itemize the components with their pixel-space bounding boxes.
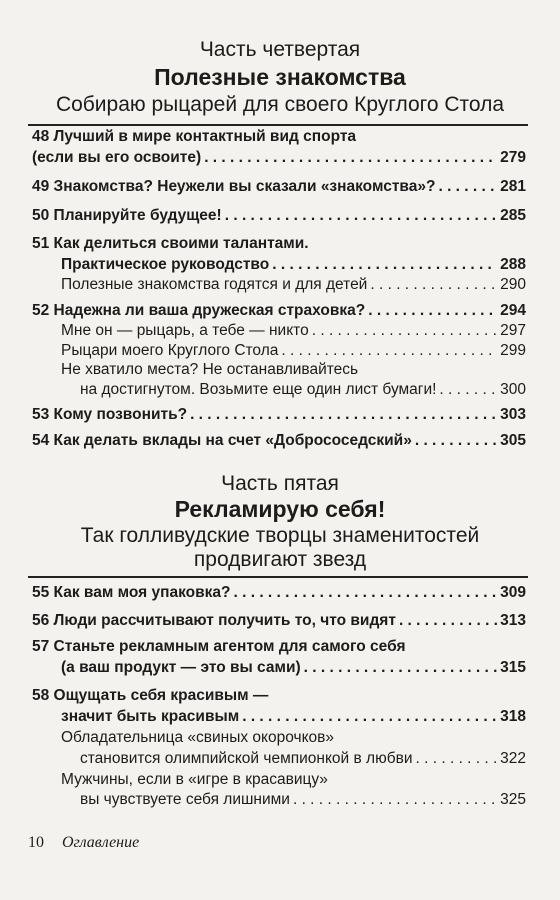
divider bbox=[28, 576, 528, 578]
leader-dots bbox=[370, 276, 497, 294]
toc-subentry-cont[interactable]: вы чувствуете себя лишними . . . 325 bbox=[32, 791, 526, 809]
part5-subtitle-line1: Так голливудские творцы знаменитостей bbox=[80, 524, 480, 547]
toc-subentry-cont[interactable]: становится олимпийской чемпионкой в любви . . . 322 bbox=[32, 750, 526, 768]
leader-dots bbox=[399, 612, 497, 630]
toc-entry-49[interactable]: 49 Знакомства? Неужели вы сказали «знакомства»? . . . 281 bbox=[32, 178, 526, 196]
leader-dots bbox=[293, 791, 497, 809]
page-number: 297 bbox=[500, 322, 526, 339]
toc-entry-58[interactable]: 58 Ощущать себя красивым — bbox=[32, 687, 269, 704]
page-number: 281 bbox=[500, 178, 526, 195]
toc-subentry-cont[interactable]: на достигнутом. Возьмите еще один лист бумаги! . . . 300 bbox=[32, 381, 526, 399]
page-number: 313 bbox=[500, 612, 526, 629]
leader-dots bbox=[242, 708, 497, 726]
divider bbox=[28, 124, 528, 126]
page-number: 318 bbox=[500, 708, 526, 725]
toc-entry-55[interactable]: 55 Как вам моя упаковка? . . . 309 bbox=[32, 584, 526, 602]
part5-subtitle-line2: продвигают звезд bbox=[193, 548, 367, 571]
page-number: 322 bbox=[500, 750, 526, 767]
page-number: 299 bbox=[500, 342, 526, 359]
leader-dots bbox=[415, 432, 497, 450]
leader-dots bbox=[439, 381, 497, 399]
leader-dots bbox=[281, 342, 497, 360]
toc-entry-57-cont[interactable]: (а ваш продукт — это вы сами) . . . 315 bbox=[32, 659, 526, 677]
page-number: 288 bbox=[500, 256, 526, 273]
toc-entry-51[interactable]: 51 Как делиться своими талантами. bbox=[32, 235, 309, 252]
toc-subentry[interactable]: Полезные знакомства годятся и для детей . . . 290 bbox=[32, 276, 526, 294]
page-number: 279 bbox=[500, 149, 526, 166]
part4-title: Полезные знакомства bbox=[154, 64, 406, 90]
page-number: 305 bbox=[500, 432, 526, 449]
part5-title: Рекламирую себя! bbox=[174, 496, 386, 522]
toc-entry-58-cont[interactable]: значит быть красивым . . . 318 bbox=[32, 708, 526, 726]
leader-dots bbox=[272, 256, 497, 274]
part4-label: Часть четвертая bbox=[199, 38, 361, 61]
part4-subtitle: Собираю рыцарей для своего Круглого Стола bbox=[55, 93, 505, 116]
toc-subentry[interactable]: Рыцари моего Круглого Стола . . . 299 bbox=[32, 342, 526, 360]
page-number: 315 bbox=[500, 659, 526, 676]
toc-entry-54[interactable]: 54 Как делать вклады на счет «Добрососедский» . . . 305 bbox=[32, 432, 526, 450]
toc-subentry[interactable]: Обладательница «свиных окорочков» bbox=[61, 729, 335, 746]
toc-entry-52[interactable]: 52 Надежна ли ваша дружеская страховка? . . . 294 bbox=[32, 302, 526, 320]
toc-subentry[interactable]: Мужчины, если в «игре в красавицу» bbox=[61, 771, 328, 788]
footer-page-number: 10 bbox=[28, 834, 44, 851]
leader-dots bbox=[204, 149, 497, 167]
toc-entry-51-cont[interactable]: Практическое руководство . . . 288 bbox=[32, 256, 526, 274]
leader-dots bbox=[233, 584, 497, 602]
page-footer bbox=[28, 834, 139, 852]
page-number: 285 bbox=[500, 207, 526, 224]
toc-subentry[interactable]: Мне он — рыцарь, а тебе — никто . . . 297 bbox=[32, 322, 526, 340]
leader-dots bbox=[304, 659, 497, 677]
leader-dots bbox=[416, 750, 498, 768]
toc-entry-48[interactable]: 48 Лучший в мире контактный вид спорта bbox=[32, 128, 357, 145]
footer-title: Оглавление bbox=[62, 834, 140, 851]
leader-dots bbox=[438, 178, 497, 196]
page-number: 309 bbox=[500, 584, 526, 601]
toc-entry-50[interactable]: 50 Планируйте будущее! . . . 285 bbox=[32, 207, 526, 225]
page-number: 290 bbox=[500, 276, 526, 293]
page-number: 300 bbox=[500, 381, 526, 398]
toc-subentry[interactable]: Не хватило места? Не останавливайтесь bbox=[61, 361, 359, 378]
leader-dots bbox=[368, 302, 497, 320]
page-number: 325 bbox=[500, 791, 526, 808]
toc-entry-57[interactable]: 57 Станьте рекламным агентом для самого себя bbox=[32, 638, 406, 655]
leader-dots bbox=[225, 207, 497, 225]
toc-entry-48-cont[interactable]: (если вы его освоите) . . . 279 bbox=[32, 149, 526, 167]
part5-label: Часть пятая bbox=[221, 472, 339, 495]
page-number: 294 bbox=[500, 302, 526, 319]
leader-dots bbox=[190, 406, 497, 424]
toc-entry-56[interactable]: 56 Люди рассчитывают получить то, что видят . . . 313 bbox=[32, 612, 526, 630]
toc-entry-53[interactable]: 53 Кому позвонить? . . . 303 bbox=[32, 406, 526, 424]
leader-dots bbox=[312, 322, 497, 340]
page-number: 303 bbox=[500, 406, 526, 423]
